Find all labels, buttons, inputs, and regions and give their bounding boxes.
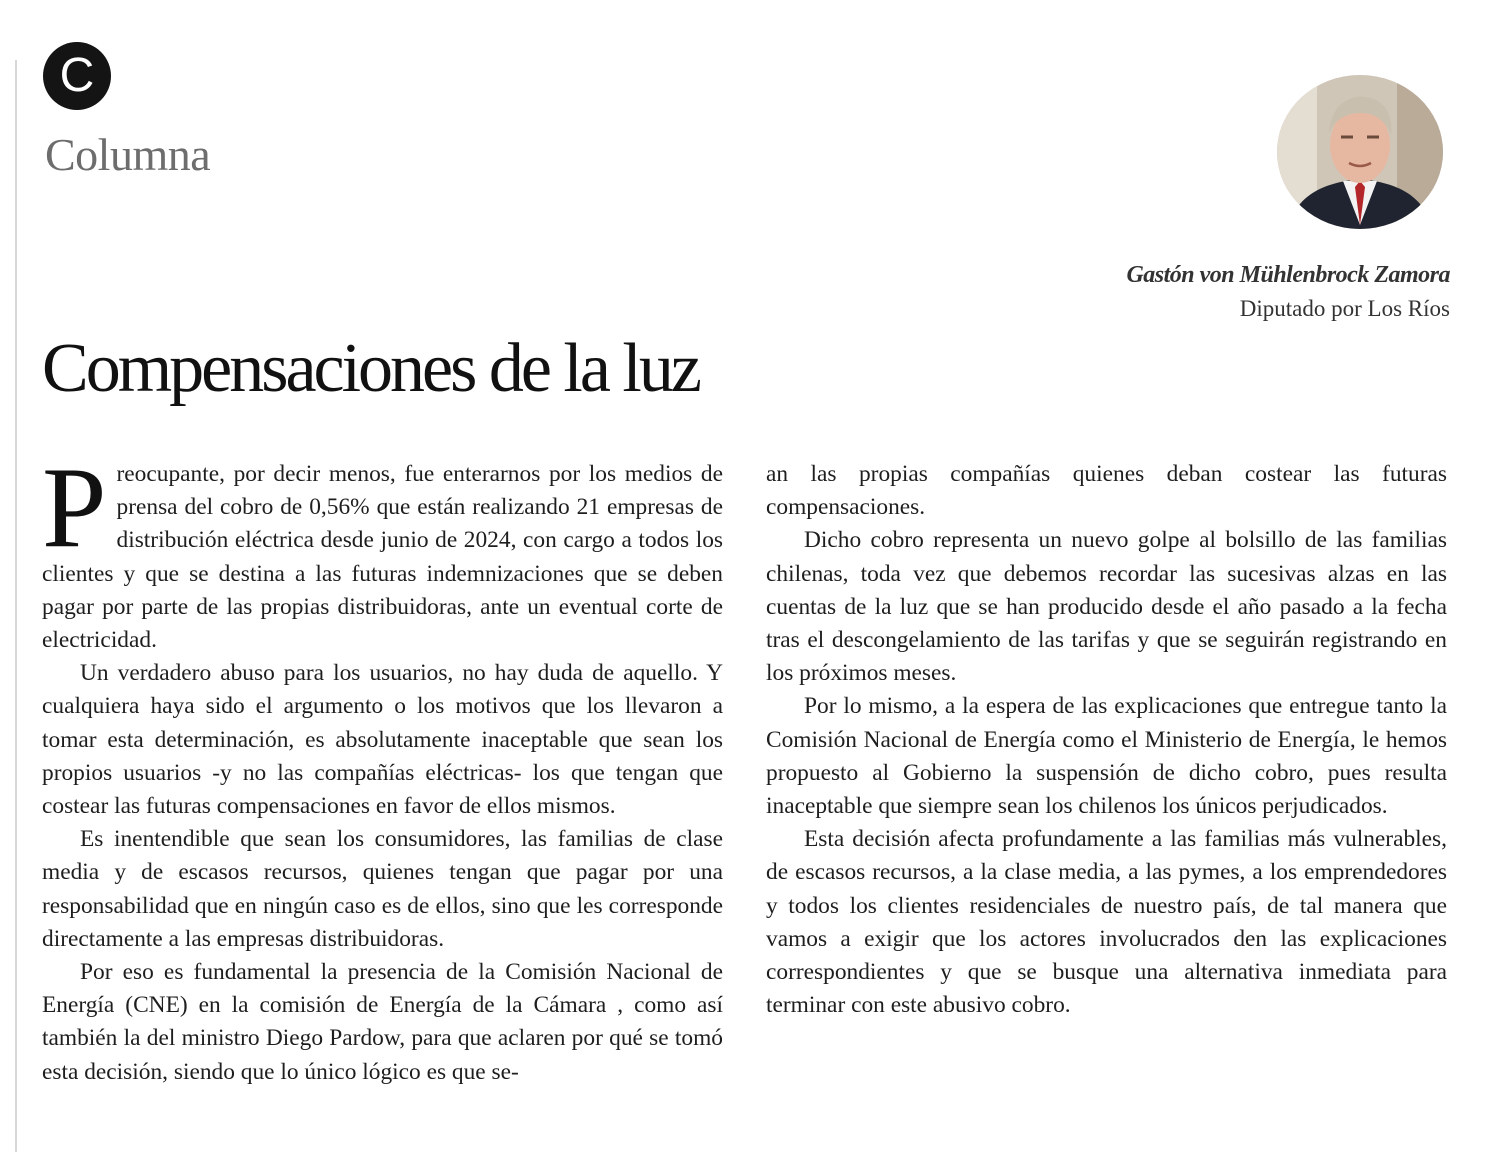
page-margin-rule: [15, 60, 17, 1152]
article-column-left: [42, 444, 723, 1089]
paragraph-text: reocupante, por decir menos, fue enterarnos por los medios de prensa del cobro de 0,56% que están realizando 21 empresas de distribución eléctrica desde junio de 2024, con cargo a todos los clientes y que se destina a las futuras indemnizaciones que se deben pagar por parte de las propias distribuidoras, ante un eventual corte de electricidad.: [42, 461, 723, 654]
article-paragraph: Un verdadero abuso para los usuarios, no hay duda de aquello. Y cualquiera haya sido el argumento o los motivos que los llevaron a tomar esta determinación, es absolutamente inaceptable que sean los propios usuarios -y no las compañías eléctricas- los que tengan que costear las futuras compensaciones en favor de ellos mismos.: [42, 660, 723, 820]
article-paragraph: Por eso es fundamental la presencia de la Comisión Nacional de Energía (CNE) en la comisión de Energía de la Cámara , como así también la del ministro Diego Pardow, para que aclaren por qué se tomó esta decisión, siendo que lo único lógico es que se-: [42, 959, 723, 1085]
article-paragraph: Esta decisión afecta profundamente a las familias más vulnerables, de escasos recursos, a la clase media, a las pymes, a los emprendedores y todos los clientes residenciales de nuestro país, de tal manera que vamos a exigir que los actores involucrados den las explicaciones correspondientes y que se busque una alternativa inmediata para terminar con este abusivo cobro.: [766, 826, 1447, 1019]
article-headline: Compensaciones de la luz: [42, 330, 699, 407]
author-portrait-image: [1277, 75, 1443, 229]
article-paragraph: Dicho cobro representa un nuevo golpe al bolsillo de las familias chilenas, toda vez que debemos recordar las sucesivas alzas en las cuentas de la luz que se han producido desde el año pasado a la fecha tras el descongelamiento de las tarifas y que se seguirán registrando en los próximos meses.: [766, 527, 1447, 687]
article-column-right: [766, 458, 1447, 1022]
article-paragraph: [42, 444, 723, 657]
author-role: Diputado por Los Ríos: [1239, 296, 1450, 321]
article-paragraph: Por lo mismo, a la espera de las explicaciones que entregue tanto la Comisión Nacional de Energía como el Ministerio de Energía, le hemos propuesto al Gobierno la suspensión de dicho cobro, pues resulta inaceptable que siempre sean los chilenos los únicos perjudicados.: [766, 693, 1447, 820]
article-paragraph: Es inentendible que sean los consumidores, las familias de clase media y de escasos recursos, quienes tengan que pagar por una responsabilidad que en ningún caso es de ellos, sino que les corresponde directamente a las empresas distribuidoras.: [42, 826, 723, 952]
author-name: Gastón von Mühlenbrock Zamora: [1126, 262, 1450, 288]
column-badge: C: [43, 42, 111, 110]
article-paragraph: an las propias compañías quienes deban costear las futuras compensaciones.: [766, 461, 1447, 521]
drop-cap: P: [42, 444, 107, 572]
section-label: Columna: [45, 129, 211, 180]
author-byline: [1126, 258, 1450, 326]
author-photo: [1277, 75, 1443, 229]
